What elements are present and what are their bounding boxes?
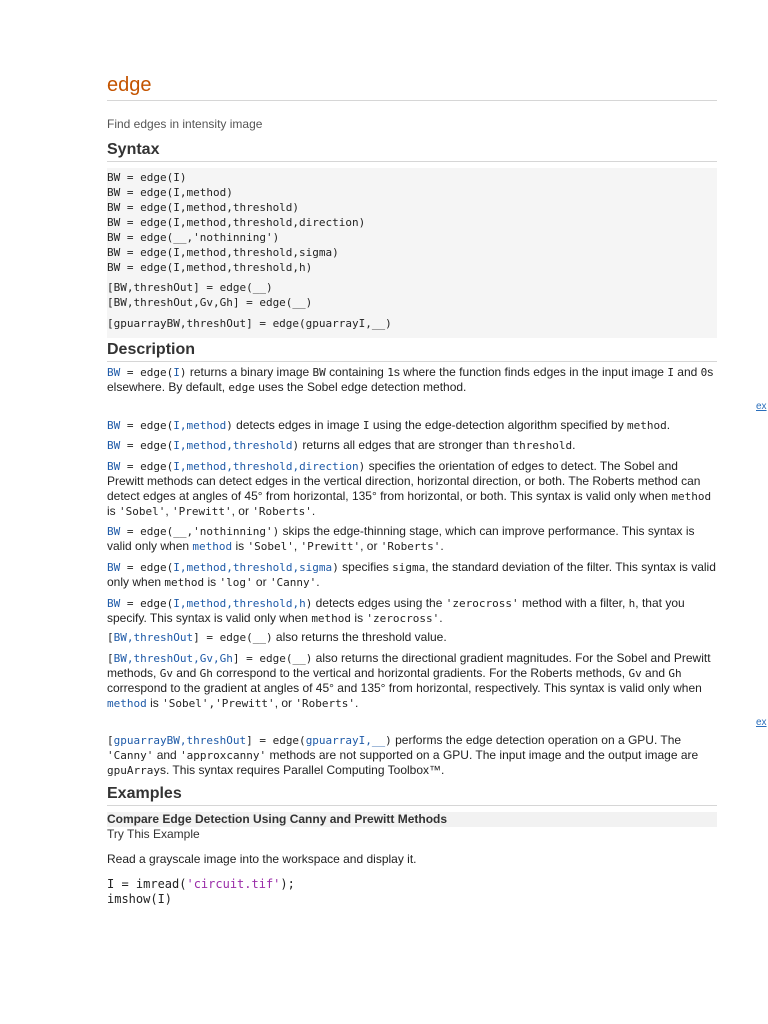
description-heading: Description xyxy=(107,341,196,358)
description-paragraph xyxy=(107,524,717,554)
signature-close: ) xyxy=(332,561,339,574)
syntax-line[interactable]: [BW,threshOut] = edge(__) xyxy=(107,281,273,294)
inline-code: 1 xyxy=(387,366,394,379)
signature-args[interactable]: I,method xyxy=(173,419,227,432)
description-divider xyxy=(107,361,717,362)
signature-call: ] = edge(__) xyxy=(193,631,273,644)
signature-call: = edge( xyxy=(120,460,174,473)
inline-code: gpuArray xyxy=(107,764,160,777)
text: returns a binary image xyxy=(186,365,313,379)
text: . xyxy=(572,438,576,452)
code-string: 'circuit.tif' xyxy=(186,877,281,891)
syntax-line[interactable]: BW = edge(I,method,threshold) xyxy=(107,201,300,214)
example-title[interactable]: Compare Edge Detection Using Canny and Prewitt Methods xyxy=(107,812,448,826)
signature-call: = edge( xyxy=(120,419,174,432)
inline-code-link[interactable]: method xyxy=(107,697,147,710)
inline-code: method xyxy=(164,576,205,589)
text: also returns the threshold value. xyxy=(272,630,447,644)
signature-args[interactable]: gpuarrayI,__ xyxy=(305,734,386,747)
signature-output[interactable]: BW xyxy=(107,366,121,379)
text: is xyxy=(146,696,163,710)
inline-code: 'log' xyxy=(219,576,253,589)
examples-heading: Examples xyxy=(107,785,182,802)
inline-code: 'zerocross' xyxy=(366,612,440,625)
text: detects edges using the xyxy=(312,596,446,610)
signature-call: = edge( xyxy=(120,439,174,452)
inline-code: sigma xyxy=(392,561,426,574)
signature-close: ) xyxy=(305,597,313,610)
signature-output[interactable]: BW xyxy=(107,419,121,432)
inline-code-link[interactable]: method xyxy=(192,540,233,553)
text: , or xyxy=(274,696,296,710)
text: methods are not supported on a GPU. The input image and the output image are xyxy=(266,748,699,762)
syntax-line[interactable]: BW = edge(I,method) xyxy=(107,186,233,199)
signature-close: ) xyxy=(226,419,233,432)
description-paragraph xyxy=(107,438,717,453)
syntax-divider xyxy=(107,161,717,162)
syntax-heading: Syntax xyxy=(107,141,160,158)
description-paragraph xyxy=(107,630,717,645)
inline-code: method xyxy=(671,490,712,503)
bracket: [ xyxy=(107,734,114,747)
example-code-line xyxy=(107,877,295,891)
description-paragraph xyxy=(107,651,717,711)
syntax-line[interactable]: BW = edge(I,method,threshold,h) xyxy=(107,261,313,274)
signature-close: ) xyxy=(292,439,300,452)
code-text: I = imread( xyxy=(107,877,187,891)
signature-output[interactable]: BW,threshOut,Gv,Gh xyxy=(113,652,233,665)
text: specifies xyxy=(338,560,393,574)
text: and xyxy=(673,365,701,379)
syntax-line[interactable]: BW = edge(I) xyxy=(107,171,187,184)
text: or xyxy=(252,575,270,589)
inline-code: 'Roberts' xyxy=(380,540,441,553)
syntax-block xyxy=(107,168,717,338)
text: is xyxy=(107,504,119,518)
signature-args[interactable]: I xyxy=(173,366,180,379)
inline-code: 'Sobel' xyxy=(247,540,294,553)
examples-divider xyxy=(107,805,717,806)
inline-code: 0 xyxy=(700,366,708,379)
title-divider xyxy=(107,100,717,101)
side-example-link[interactable]: ex xyxy=(756,717,767,728)
text: , or xyxy=(360,539,381,553)
signature-call: = edge(__,'nothinning') xyxy=(120,525,280,538)
inline-code: 'Roberts' xyxy=(295,697,355,710)
signature-close: ) xyxy=(358,460,366,473)
syntax-line[interactable]: [gpuarrayBW,threshOut] = edge(gpuarrayI,__) xyxy=(107,317,392,330)
bracket: [ xyxy=(107,631,114,644)
description-paragraph xyxy=(107,596,717,626)
text: is xyxy=(232,539,248,553)
inline-code: Gv xyxy=(628,667,642,680)
inline-code: I xyxy=(362,419,370,432)
signature-output[interactable]: BW xyxy=(107,597,121,610)
signature-output[interactable]: BW xyxy=(107,561,121,574)
text: and xyxy=(172,666,200,680)
signature-close: ) xyxy=(179,366,187,379)
signature-args[interactable]: I,method,threshold,h xyxy=(173,597,306,610)
signature-output[interactable]: BW,threshOut xyxy=(113,631,194,644)
inline-code: 'Sobel','Prewitt' xyxy=(162,697,275,710)
bracket: [ xyxy=(107,652,114,665)
text: . xyxy=(316,575,320,589)
text: correspond to the vertical and horizontal gradients. For the Roberts methods, xyxy=(212,666,629,680)
inline-code: I xyxy=(667,366,674,379)
text: also returns the directional gradient magnitudes. For the Sobel and Prewitt methods, xyxy=(107,651,711,680)
inline-code: 'Canny' xyxy=(107,749,154,762)
text: using the edge-detection algorithm specified by xyxy=(369,418,628,432)
inline-code: 'Prewitt' xyxy=(300,540,361,553)
description-paragraph xyxy=(107,459,717,519)
signature-output[interactable]: BW xyxy=(107,460,121,473)
example-intro: Read a grayscale image into the workspace and display it. xyxy=(107,852,417,866)
text: specifies the orientation of edges to detect. The Sobel and Prewitt methods can detect edges in the vertical direction, horizontal direction, or both. The Roberts method can detect edges at angles of 45° from horizontal, 135° from horizontal, or both. This syntax is valid only when xyxy=(107,459,701,503)
signature-call: = edge( xyxy=(120,366,174,379)
signature-call: = edge( xyxy=(120,561,174,574)
signature-args[interactable]: I,method,threshold,direction xyxy=(173,460,359,473)
signature-args[interactable]: I,method,threshold xyxy=(173,439,293,452)
signature-call: = edge( xyxy=(120,597,174,610)
inline-code: 'Roberts' xyxy=(252,505,312,518)
description-paragraph xyxy=(107,733,717,778)
text: detects edges in image xyxy=(232,418,363,432)
description-paragraph xyxy=(107,560,717,590)
signature-args[interactable]: I,method,threshold,sigma xyxy=(173,561,333,574)
syntax-line[interactable]: BW = edge(I,method,threshold,sigma) xyxy=(107,246,339,259)
text: correspond to the gradient at angles of 45° and 135° from horizontal, respectively. This syntax is valid only when xyxy=(107,681,702,695)
text: , that you specify. This syntax is valid only when xyxy=(107,596,685,625)
text: . xyxy=(354,696,359,710)
text: is xyxy=(204,575,220,589)
text: containing xyxy=(325,365,388,379)
inline-code: h xyxy=(628,597,636,610)
text: skips the edge-thinning stage, which can improve performance. This syntax is valid only when xyxy=(107,524,695,553)
signature-call: ] = edge( xyxy=(246,734,306,747)
description-paragraph xyxy=(107,418,717,433)
code-text: ); xyxy=(280,877,295,891)
inline-code: edge xyxy=(228,381,255,394)
inline-code: 'Canny' xyxy=(269,576,317,589)
syntax-line[interactable]: [BW,threshOut,Gv,Gh] = edge(__) xyxy=(107,296,313,309)
text: . xyxy=(666,418,671,432)
inline-code: method xyxy=(311,612,352,625)
description-paragraph xyxy=(107,365,717,395)
text: . xyxy=(440,539,444,553)
text: s elsewhere. By default, xyxy=(107,365,714,394)
signature-output[interactable]: BW xyxy=(107,525,121,538)
text: and xyxy=(153,748,181,762)
text: . xyxy=(439,611,443,625)
inline-code: BW xyxy=(312,366,326,379)
text: , or xyxy=(231,504,253,518)
text: . xyxy=(311,504,316,518)
inline-code: Gv xyxy=(159,667,173,680)
text: returns all edges that are stronger than xyxy=(299,438,513,452)
text: method with a filter, xyxy=(518,596,629,610)
text: is xyxy=(351,611,367,625)
text: s where the function finds edges in the input image xyxy=(393,365,668,379)
text: , the standard deviation of the filter. This syntax is valid only when xyxy=(107,560,716,589)
inline-code: method xyxy=(627,419,667,432)
text: , xyxy=(293,539,301,553)
inline-code: Gh xyxy=(668,667,682,680)
text: and xyxy=(641,666,669,680)
signature-call: ] = edge(__) xyxy=(232,652,313,665)
inline-code: threshold xyxy=(512,439,573,452)
inline-code: 'Prewitt' xyxy=(172,505,232,518)
page-purpose: Find edges in intensity image xyxy=(107,117,263,131)
side-example-link[interactable]: ex xyxy=(756,401,767,412)
signature-output[interactable]: gpuarrayBW,threshOut xyxy=(113,734,247,747)
page-title: edge xyxy=(107,74,152,96)
text: performs the edge detection operation on a GPU. The xyxy=(391,733,682,747)
inline-code: 'zerocross' xyxy=(445,597,519,610)
inline-code: Gh xyxy=(199,667,213,680)
inline-code: 'Sobel' xyxy=(119,505,166,518)
text: uses the Sobel edge detection method. xyxy=(254,380,467,394)
signature-close: ) xyxy=(385,734,392,747)
text: , xyxy=(165,504,173,518)
signature-output[interactable]: BW xyxy=(107,439,121,452)
try-example-link[interactable]: Try This Example xyxy=(107,827,200,841)
text: s. This syntax requires Parallel Computing Toolbox™. xyxy=(159,763,445,777)
example-code-line: imshow(I) xyxy=(107,892,173,906)
inline-code: 'approxcanny' xyxy=(180,749,267,762)
syntax-line[interactable]: BW = edge(I,method,threshold,direction) xyxy=(107,216,366,229)
syntax-line[interactable]: BW = edge(__,'nothinning') xyxy=(107,231,280,244)
